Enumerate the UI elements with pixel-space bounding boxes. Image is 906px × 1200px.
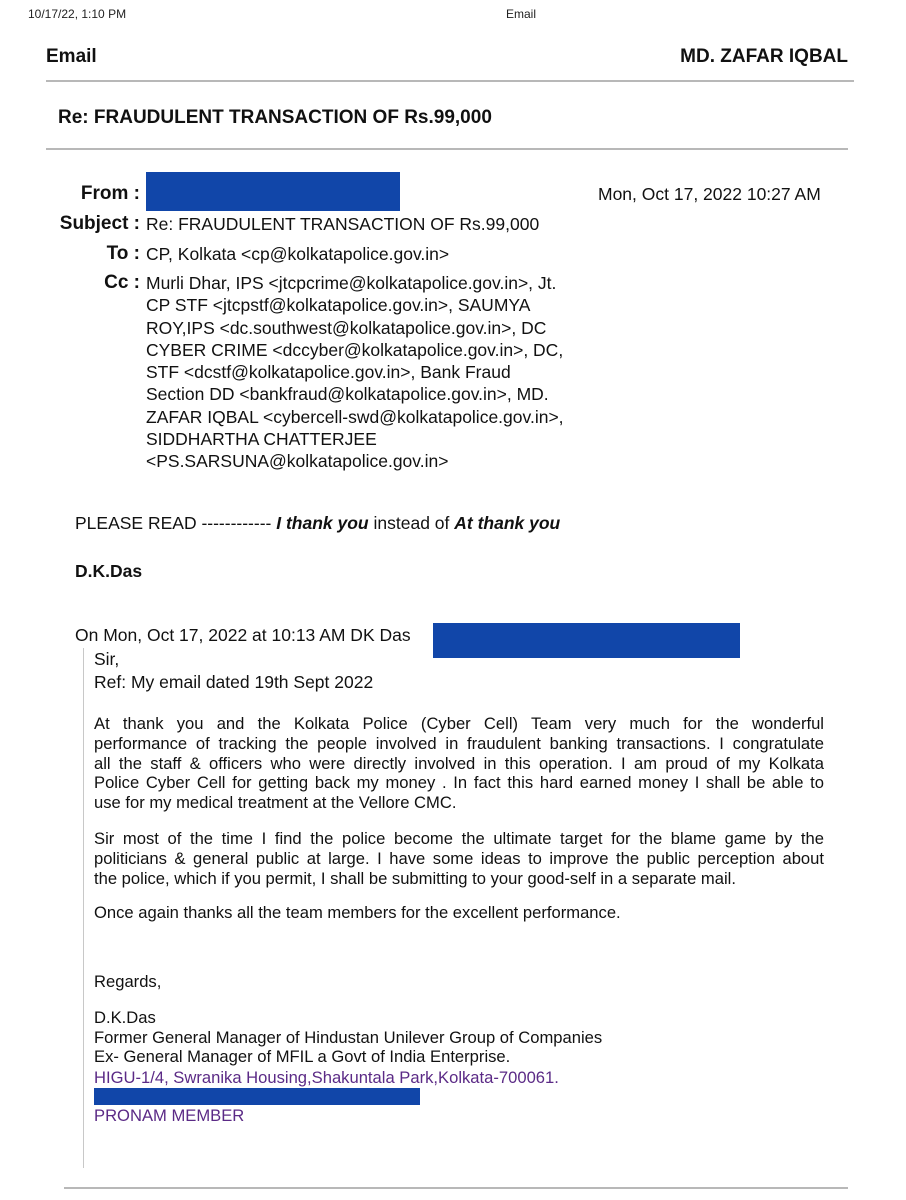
paragraph-line: Sir most of the time I find the police become the ultimate target for the blame game by the	[94, 829, 824, 848]
wrong-phrase: At thank you	[454, 513, 561, 533]
cc-list	[146, 272, 616, 473]
footer-divider	[64, 1187, 848, 1189]
quote-regards: Regards,	[94, 972, 162, 991]
quote-bar	[83, 648, 84, 1168]
subject-label: Subject :	[59, 213, 140, 234]
app-name: Email	[46, 46, 97, 67]
quote-paragraph-3: Once again thanks all the team members for the excellent performance.	[94, 903, 621, 922]
please-read-text: PLEASE READ ------------	[75, 513, 272, 533]
cc-line: CYBER CRIME <dccyber@kolkatapolice.gov.in>, DC,	[146, 339, 564, 360]
signature-redaction	[94, 1088, 420, 1105]
cc-line: ROY,IPS <dc.southwest@kolkatapolice.gov.in>, DC	[146, 317, 547, 338]
quote-intro: On Mon, Oct 17, 2022 at 10:13 AM DK Das	[75, 625, 411, 645]
quote-paragraph-2	[94, 829, 824, 888]
cc-line: CP STF <jtcpstf@kolkatapolice.gov.in>, SAUMYA	[146, 295, 531, 316]
quote-paragraph-1	[94, 714, 824, 813]
paragraph-line: use for my medical treatment at the Vellore CMC.	[94, 793, 457, 813]
from-label: From :	[80, 183, 140, 204]
cc-line: SIDDHARTHA CHATTERJEE	[146, 429, 377, 450]
quote-signature-title-1: Former General Manager of Hindustan Unilever Group of Companies	[94, 1028, 603, 1047]
subject-divider	[46, 148, 848, 150]
quote-signature-title-2: Ex- General Manager of MFIL a Govt of India Enterprise.	[94, 1047, 511, 1066]
paragraph-line: politicians & general public at large. I have some ideas to improve the public perception about	[94, 848, 824, 868]
correct-phrase: I thank you	[276, 513, 369, 533]
paragraph-line: At thank you and the Kolkata Police (Cyber Cell) Team very much for the wonderful	[94, 714, 824, 733]
cc-line: <PS.SARSUNA@kolkatapolice.gov.in>	[146, 451, 449, 472]
account-name: MD. ZAFAR IQBAL	[680, 46, 848, 67]
quote-salutation: Sir,	[94, 649, 120, 669]
cc-line: ZAFAR IQBAL <cybercell-swd@kolkatapolice.gov.in>,	[146, 406, 564, 427]
quote-address: HIGU-1/4, Swranika Housing,Shakuntala Park,Kolkata-700061.	[94, 1068, 559, 1087]
cc-line: STF <dcstf@kolkatapolice.gov.in>, Bank Fraud	[146, 362, 511, 383]
quote-ref: Ref: My email dated 19th Sept 2022	[94, 672, 374, 692]
header-divider	[46, 80, 854, 82]
paragraph-line: performance of tracking the people involved in fraudulent banking transactions. I congratulate	[94, 733, 824, 753]
cc-line: Murli Dhar, IPS <jtcpcrime@kolkatapolice.gov.in>, Jt.	[146, 273, 557, 293]
print-title: Email	[506, 7, 537, 21]
signature-name: D.K.Das	[75, 561, 143, 581]
thread-subject: Re: FRAUDULENT TRANSACTION OF Rs.99,000	[58, 107, 492, 128]
cc-label: Cc :	[104, 272, 140, 293]
cc-line: Section DD <bankfraud@kolkatapolice.gov.in>, MD.	[146, 384, 549, 405]
quote-sender-redaction	[433, 623, 740, 658]
to-label: To :	[106, 243, 140, 264]
message-date: Mon, Oct 17, 2022 10:27 AM	[598, 184, 821, 204]
paragraph-line: all the staff & officers who were directly involved in this operation. I am proud of my Kolkata	[94, 753, 824, 773]
paragraph-line: the police, which if you permit, I shall be submitting to your good-self in a separate mail.	[94, 868, 736, 888]
to-value[interactable]: CP, Kolkata <cp@kolkatapolice.gov.in>	[146, 244, 450, 264]
quote-membership: PRONAM MEMBER	[94, 1106, 245, 1125]
print-datetime: 10/17/22, 1:10 PM	[28, 7, 127, 21]
subject-value: Re: FRAUDULENT TRANSACTION OF Rs.99,000	[146, 214, 540, 234]
quote-signature-name: D.K.Das	[94, 1008, 156, 1027]
paragraph-line: Police Cyber Cell for getting back my money . In fact this hard earned money I shall be able to	[94, 773, 824, 793]
please-read-line	[75, 513, 560, 534]
from-redaction	[146, 172, 400, 211]
instead-of-text: instead of	[373, 513, 450, 533]
